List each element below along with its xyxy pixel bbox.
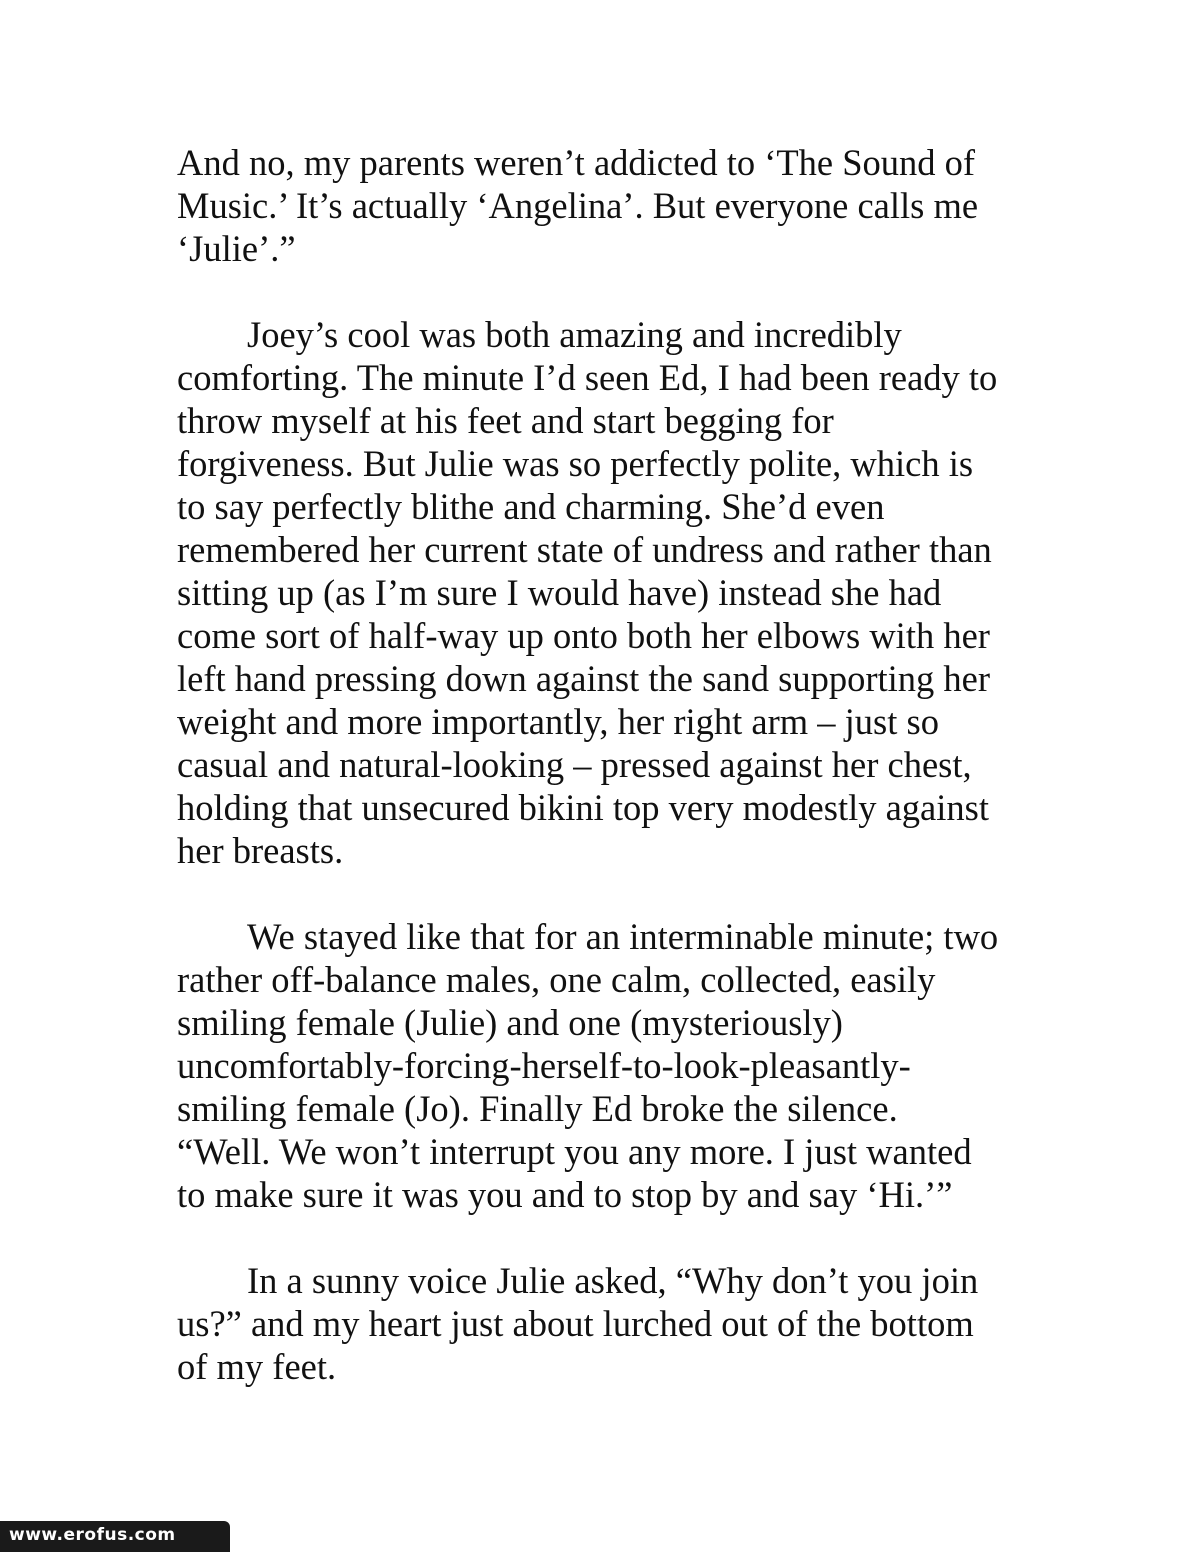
text-line: ‘Julie’.” xyxy=(177,228,296,269)
body-text xyxy=(177,141,1057,1431)
paragraph-4 xyxy=(177,1259,1057,1388)
text-line: us?” and my heart just about lurched out of the bottom xyxy=(177,1303,974,1344)
watermark-text: www.erofus.com xyxy=(9,1525,176,1545)
text-line: And no, my parents weren’t addicted to ‘The Sound of xyxy=(177,142,976,183)
text-line: smiling female (Julie) and one (mysteriously) xyxy=(177,1002,843,1043)
text-line: comforting. The minute I’d seen Ed, I had been ready to xyxy=(177,357,998,398)
text-line: casual and natural-looking – pressed against her chest, xyxy=(177,744,972,785)
watermark-badge xyxy=(0,1521,230,1552)
text-line: Music.’ It’s actually ‘Angelina’. But everyone calls me xyxy=(177,185,979,226)
text-line: rather off-balance males, one calm, collected, easily xyxy=(177,959,936,1000)
text-line: uncomfortably-forcing-herself-to-look-pleasantly- xyxy=(177,1045,911,1086)
text-line: “Well. We won’t interrupt you any more. I just wanted xyxy=(177,1131,972,1172)
text-line: We stayed like that for an interminable minute; two xyxy=(247,916,999,957)
text-line: forgiveness. But Julie was so perfectly polite, which is xyxy=(177,443,974,484)
text-line: sitting up (as I’m sure I would have) instead she had xyxy=(177,572,942,613)
text-line: to make sure it was you and to stop by and say ‘Hi.’” xyxy=(177,1174,953,1215)
text-line: weight and more importantly, her right arm – just so xyxy=(177,701,939,742)
text-line: smiling female (Jo). Finally Ed broke the silence. xyxy=(177,1088,898,1129)
text-line: left hand pressing down against the sand supporting her xyxy=(177,658,990,699)
text-line: of my feet. xyxy=(177,1346,337,1387)
paragraph-1 xyxy=(177,141,1057,270)
text-line: to say perfectly blithe and charming. She’d even xyxy=(177,486,885,527)
text-line: her breasts. xyxy=(177,830,344,871)
text-line: throw myself at his feet and start begging for xyxy=(177,400,834,441)
text-line: In a sunny voice Julie asked, “Why don’t you join xyxy=(247,1260,979,1301)
text-line: Joey’s cool was both amazing and incredibly xyxy=(247,314,902,355)
text-line: holding that unsecured bikini top very modestly against xyxy=(177,787,989,828)
paragraph-2 xyxy=(177,313,1057,872)
text-line: remembered her current state of undress and rather than xyxy=(177,529,992,570)
paragraph-3 xyxy=(177,915,1057,1216)
text-line: come sort of half-way up onto both her elbows with her xyxy=(177,615,990,656)
